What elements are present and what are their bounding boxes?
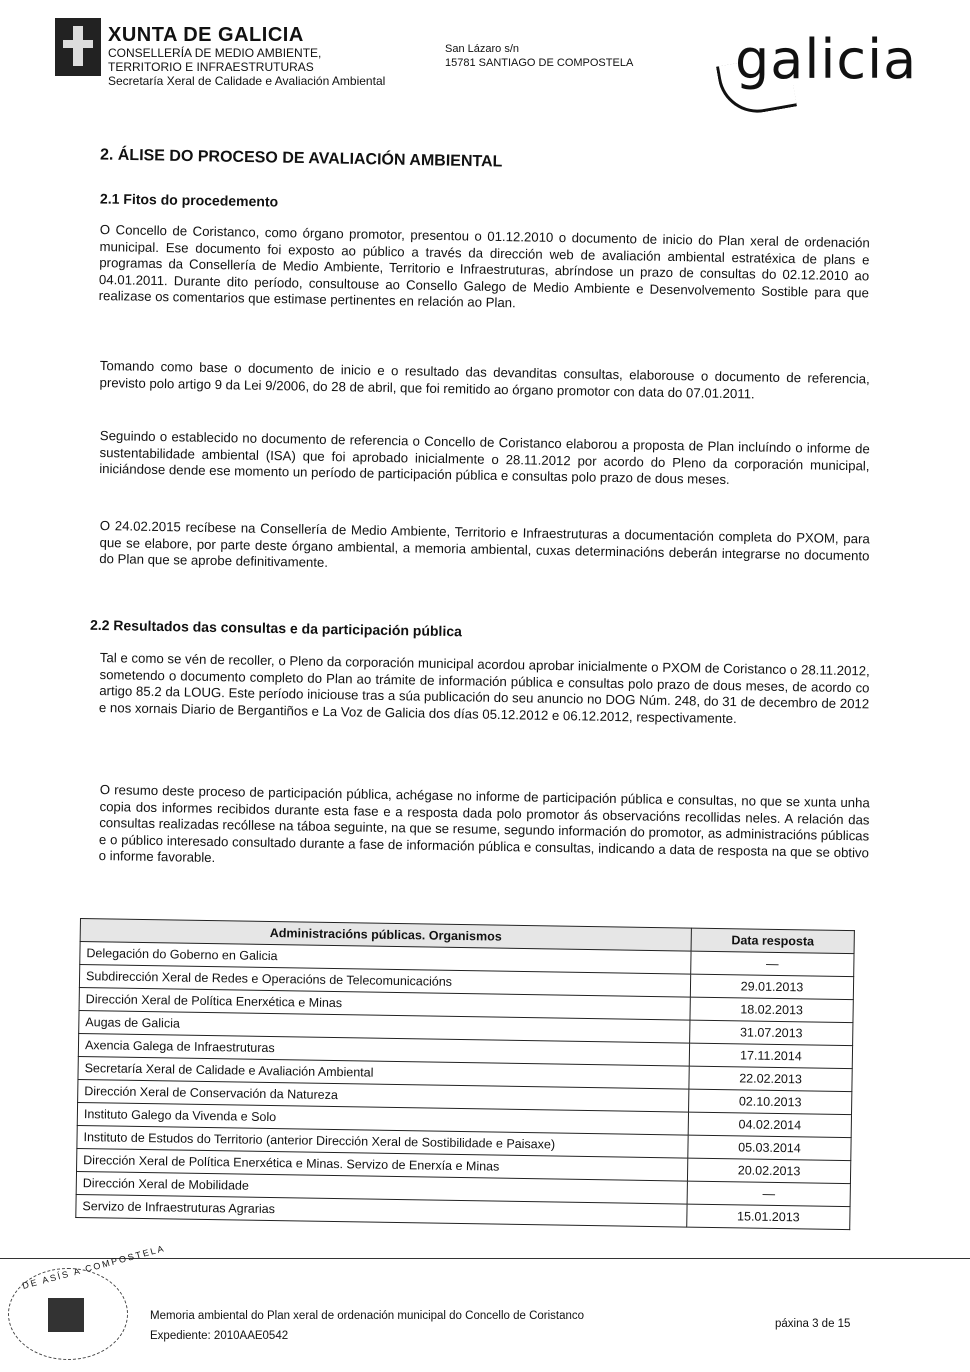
seal-text: DE ASÍS A COMPOSTELA <box>21 1243 167 1291</box>
org-name: XUNTA DE GALICIA <box>108 24 304 46</box>
date-cell: 05.03.2014 <box>688 1135 851 1161</box>
organism-cell: Instituto de Estudos do Territorio (anterior Dirección Xeral de Sostibilidade e Paisaxe) <box>77 1125 688 1158</box>
org-line-2: TERRITORIO E INFRAESTRUTURAS <box>108 60 314 74</box>
date-cell: — <box>691 951 854 977</box>
footer-expediente: Expediente: 2010AAE0542 <box>150 1330 289 1342</box>
organism-cell: Instituto Galego da Vivenda e Solo <box>77 1102 688 1135</box>
organism-cell: Augas de Galicia <box>79 1010 690 1043</box>
paragraph-2: Tomando como base o documento de inicio e o resultado das devanditas consultas, elaborouse o documento de referencia, previsto polo artigo 9 da Lei 9/2006, do 28 de abril, que foi remitido ao órgano promotor con data do 07.01.2011. <box>99 358 870 401</box>
footer-page-number: páxina 3 de 15 <box>775 1318 851 1330</box>
date-cell: 29.01.2013 <box>690 974 853 1000</box>
column-header-response-date: Data resposta <box>691 928 854 954</box>
subsection-1-title: 2.1 Fitos do procedemento <box>99 190 279 210</box>
seal-emblem-icon <box>48 1298 84 1332</box>
column-header-organisms: Administracións públicas. Organismos <box>80 919 691 952</box>
date-cell: 20.02.2013 <box>687 1158 850 1184</box>
address-line-2: 15781 SANTIAGO DE COMPOSTELA <box>445 57 634 69</box>
organism-cell: Axencia Galega de Infraestruturas <box>78 1033 689 1066</box>
galicia-brand-logo: galicia <box>735 28 918 91</box>
organism-cell: Dirección Xeral de Mobilidade <box>76 1171 687 1204</box>
date-cell: 18.02.2013 <box>690 997 853 1023</box>
date-cell: — <box>687 1181 850 1207</box>
organism-cell: Subdirección Xeral de Redes e Operacións de Telecomunicacións <box>79 965 690 998</box>
date-cell: 22.02.2013 <box>689 1066 852 1092</box>
paragraph-6: O resumo deste proceso de participación pública, achégase no informe de participación pública e consultas, no que se xunta unha copia dos informes recibidos durante esta fase e a resposta dada polo promotor ás observacións recollidas neles. A relación das consultas realizadas recóllese na táboa seguinte, na que se resume, segundo información do promotor, as administracións públicas e o público interesado consultado durante a fase de información pública e consultas, indicando a data de resposta na que se obtivo o informe favorable. <box>98 782 870 866</box>
organism-cell: Dirección Xeral de Política Enerxética e Minas. Servizo de Enerxía e Minas <box>77 1148 688 1181</box>
organism-cell: Secretaría Xeral de Calidade e Avaliación Ambiental <box>78 1056 689 1089</box>
xunta-coat-of-arms-icon <box>55 18 101 76</box>
consultations-table <box>75 918 855 1230</box>
organism-cell: Delegación do Goberno en Galicia <box>80 942 691 975</box>
date-cell: 02.10.2013 <box>689 1089 852 1115</box>
header-organization <box>108 24 385 88</box>
section-title: 2. ÁLISE DO PROCESO DE AVALIACIÓN AMBIENTAL <box>99 146 503 171</box>
date-cell: 15.01.2013 <box>687 1204 850 1230</box>
paragraph-3: Seguindo o establecido no documento de referencia o Concello de Coristanco elaborou a proposta de Plan incluíndo o informe de sustentabilidade ambiental (ISA) que foi aprobado inicialmente o 28.11.2012 por acordo do Pleno da corporación municipal, iniciándose dende ese momento un período de participación pública e consultas polo prazo de dous meses. <box>99 428 870 487</box>
org-line-1: CONSELLERÍA DE MEDIO AMBIENTE, <box>108 46 322 60</box>
organism-cell: Servizo de Infraestruturas Agrarias <box>76 1194 687 1227</box>
date-cell: 17.11.2014 <box>689 1043 852 1069</box>
paragraph-4: O 24.02.2015 recíbese na Consellería de Medio Ambiente, Territorio e Infraestruturas a documentación completa do PXOM, para que se elabore, por parte deste órgano ambiental, a memoria ambiental, cuxas determinacións deberán integrarse no documento do Plan que se aprobe definitivamente. <box>99 518 870 570</box>
date-cell: 04.02.2014 <box>688 1112 851 1138</box>
header-address <box>445 42 633 70</box>
address-line-1: San Lázaro s/n <box>445 43 519 55</box>
paragraph-5: Tal e como se vén de recoller, o Pleno da corporación municipal acordou aprobar inicialmente o PXOM de Coristanco o 28.11.2012, sometendo o documento completo do Plan ao trámite de información pública e consultas polo prazo de dous meses, de acordo co artigo 85.2 da LOUG. Este período iniciouse tras a súa publicación do seu anuncio no DOG Núm. 248, do 31 de decembro de 2012 e nos xornais Diario de Bergantiños e La Voz de Galicia dos días 05.12.2012 e 06.12.2012, respectivamente. <box>98 650 870 726</box>
organism-cell: Dirección Xeral de Política Enerxética e Minas <box>79 987 690 1020</box>
org-line-3: Secretaría Xeral de Calidade e Avaliación Ambiental <box>108 74 386 88</box>
date-cell: 31.07.2013 <box>690 1020 853 1046</box>
paragraph-1: O Concello de Coristanco, como órgano promotor, presentou o 01.12.2010 o documento de inicio do Plan xeral de ordenación municipal. Ese documento foi exposto ao público a través da dirección web de avaliación ambiental estratéxica de plans e programas da Consellería de Medio Ambiente, Territorio e Infraestruturas, abríndose un prazo de consultas do 02.12.2010 ao 04.01.2011. Durante dito período, consultouse ao Consello Galego de Medio Ambiente e Desenvolvemento Sostible para que realizase os comentarios que estimase pertinentes en relación ao Plan. <box>98 222 870 311</box>
organism-cell: Dirección Xeral de Conservación da Natureza <box>78 1079 689 1112</box>
subsection-2-title: 2.2 Resultados das consultas e da participación pública <box>89 616 463 640</box>
footer-document-title: Memoria ambiental do Plan xeral de ordenación municipal do Concello de Coristanco <box>150 1310 585 1322</box>
